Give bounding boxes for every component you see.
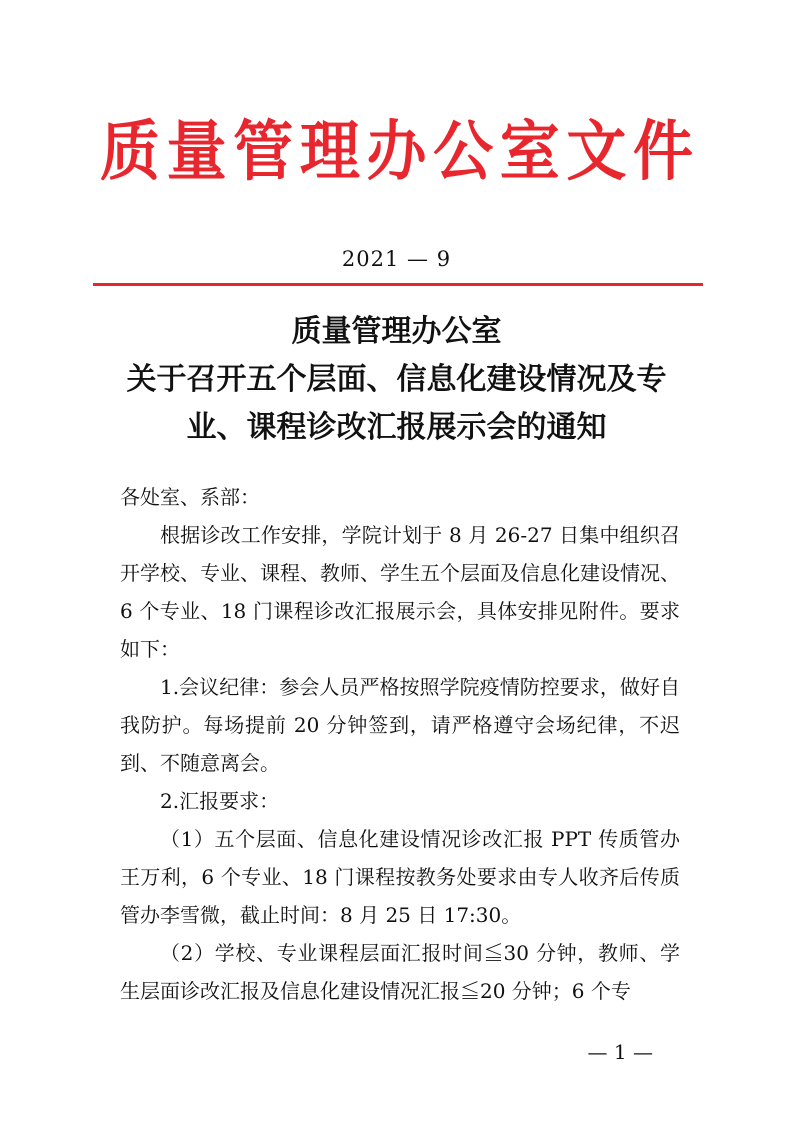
masthead-char: 文 bbox=[566, 114, 627, 190]
body-paragraph: 根据诊改工作安排，学院计划于 8 月 26-27 日集中组织召开学校、专业、课程、教师、学生五个层面及信息化建设情况、6 个专业、18 门课程诊改汇报展示会，具体安排见附件。要求如下： bbox=[120, 523, 680, 661]
masthead-char: 管 bbox=[233, 114, 294, 190]
title-line-1: 质量管理办公室 bbox=[291, 314, 502, 349]
salutation: 各处室、系部： bbox=[120, 485, 260, 509]
masthead-char: 室 bbox=[499, 114, 560, 190]
masthead-title bbox=[100, 109, 693, 195]
masthead-char: 质 bbox=[100, 114, 160, 190]
masthead-char: 件 bbox=[633, 114, 693, 190]
body-paragraph: 2.汇报要求： bbox=[160, 789, 280, 813]
body-paragraph: （2）学校、专业课程层面汇报时间≦30 分钟，教师、学生层面诊改汇报及信息化建设情况汇报≦20 分钟；6 个专 bbox=[120, 941, 680, 1003]
body-paragraph: 1.会议纪律：参会人员严格按照学院疫情防控要求，做好自我防护。每场提前 20 分钟签到，请严格遵守会场纪律，不迟到、不随意离会。 bbox=[120, 675, 680, 775]
page-number: — 1 — bbox=[587, 1040, 653, 1064]
red-divider-line bbox=[93, 283, 703, 286]
document-number: 2021 — 9 bbox=[341, 247, 452, 271]
masthead-char: 量 bbox=[166, 114, 227, 190]
title-line-2: 关于召开五个层面、信息化建设情况及专 bbox=[126, 362, 667, 397]
masthead-char: 理 bbox=[299, 114, 360, 190]
notice-title bbox=[100, 308, 693, 452]
body-paragraph: （1）五个层面、信息化建设情况诊改汇报 PPT 传质管办王万利，6 个专业、18 门课程按教务处要求由专人收齐后传质管办李雪微，截止时间：8 月 25 日 17:30。 bbox=[120, 827, 680, 927]
title-line-3: 业、课程诊改汇报展示会的通知 bbox=[186, 410, 607, 445]
masthead-char: 公 bbox=[433, 114, 494, 190]
masthead-char: 办 bbox=[366, 114, 427, 190]
notice-body bbox=[120, 478, 680, 1010]
